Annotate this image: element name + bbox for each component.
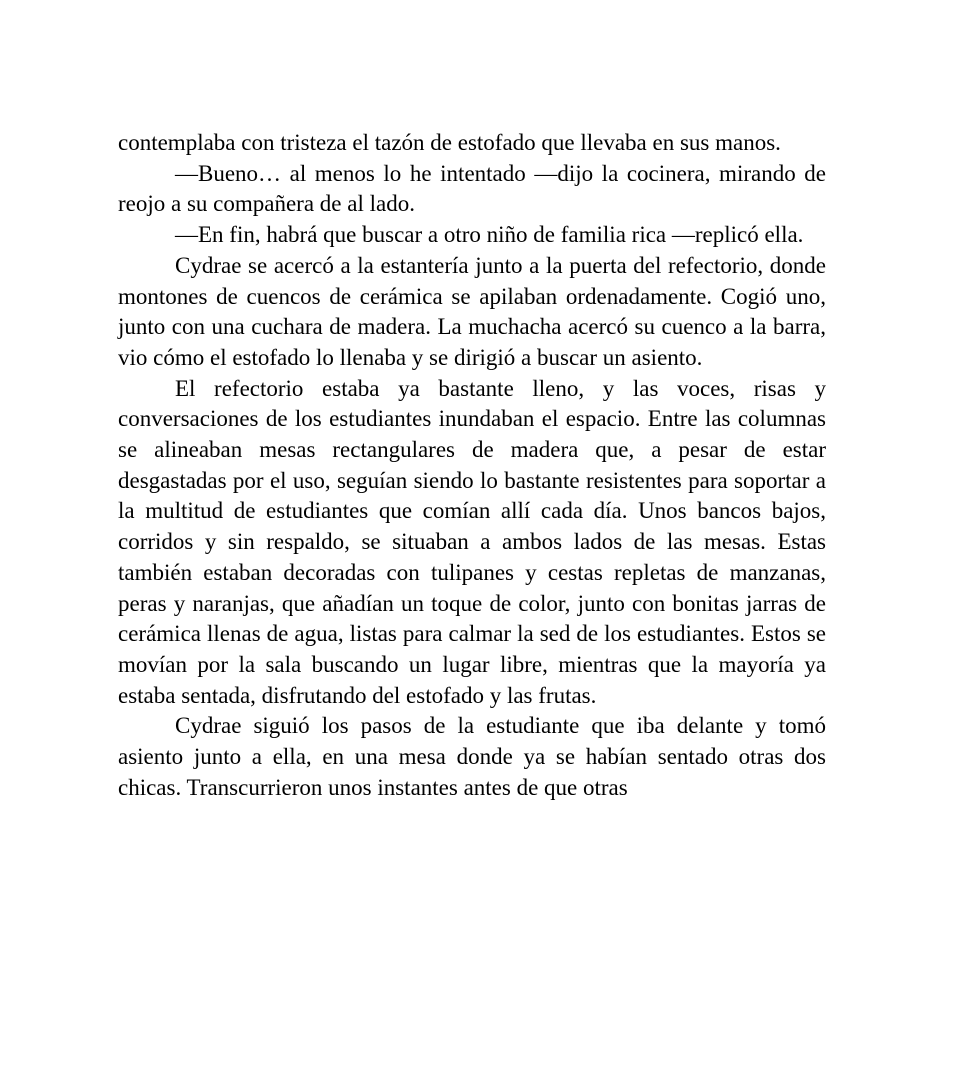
paragraph: contemplaba con tristeza el tazón de estofado que llevaba en sus manos.	[118, 130, 781, 155]
page-text	[118, 128, 826, 803]
paragraph: —En fin, habrá que buscar a otro niño de familia rica —replicó ella.	[175, 222, 804, 248]
paragraph: El refectorio estaba ya bastante lleno, y las voces, risas y conversaciones de los estudiantes inundaban el espacio. Entre las columnas se alineaban mesas rectangulares de madera que, a pesar de estar desgastadas por el uso, seguían siendo lo bastante resistentes para soportar a la multitud de estudiantes que comían allí cada día. Unos bancos bajos, corridos y sin respaldo, se situaban a ambos lados de las mesas. Estas también estaban decoradas con tulipanes y cestas repletas de manzanas, peras y naranjas, que añadían un toque de color, junto con bonitas jarras de cerámica llenas de agua, listas para calmar la sed de los estudiantes. Estos se movían por la sala buscando un lugar libre, mientras que la mayoría ya estaba sentada, disfrutando del estofado y las frutas.	[118, 375, 826, 708]
paragraph: Cydrae se acercó a la estantería junto a la puerta del refectorio, donde montones de cuencos de cerámica se apilaban ordenadamente. Cogió uno, junto con una cuchara de madera. La muchacha acercó su cuenco a la barra, vio cómo el estofado lo llenaba y se dirigió a buscar un asiento.	[118, 252, 826, 370]
paragraph: —Bueno… al menos lo he intentado —dijo la cocinera, mirando de reojo a su compañera de al lado.	[118, 160, 826, 217]
paragraph: Cydrae siguió los pasos de la estudiante que iba delante y tomó asiento junto a ella, en una mesa donde ya se habían sentado otras dos chicas. Transcurrieron unos instantes antes de que otras	[118, 713, 826, 800]
